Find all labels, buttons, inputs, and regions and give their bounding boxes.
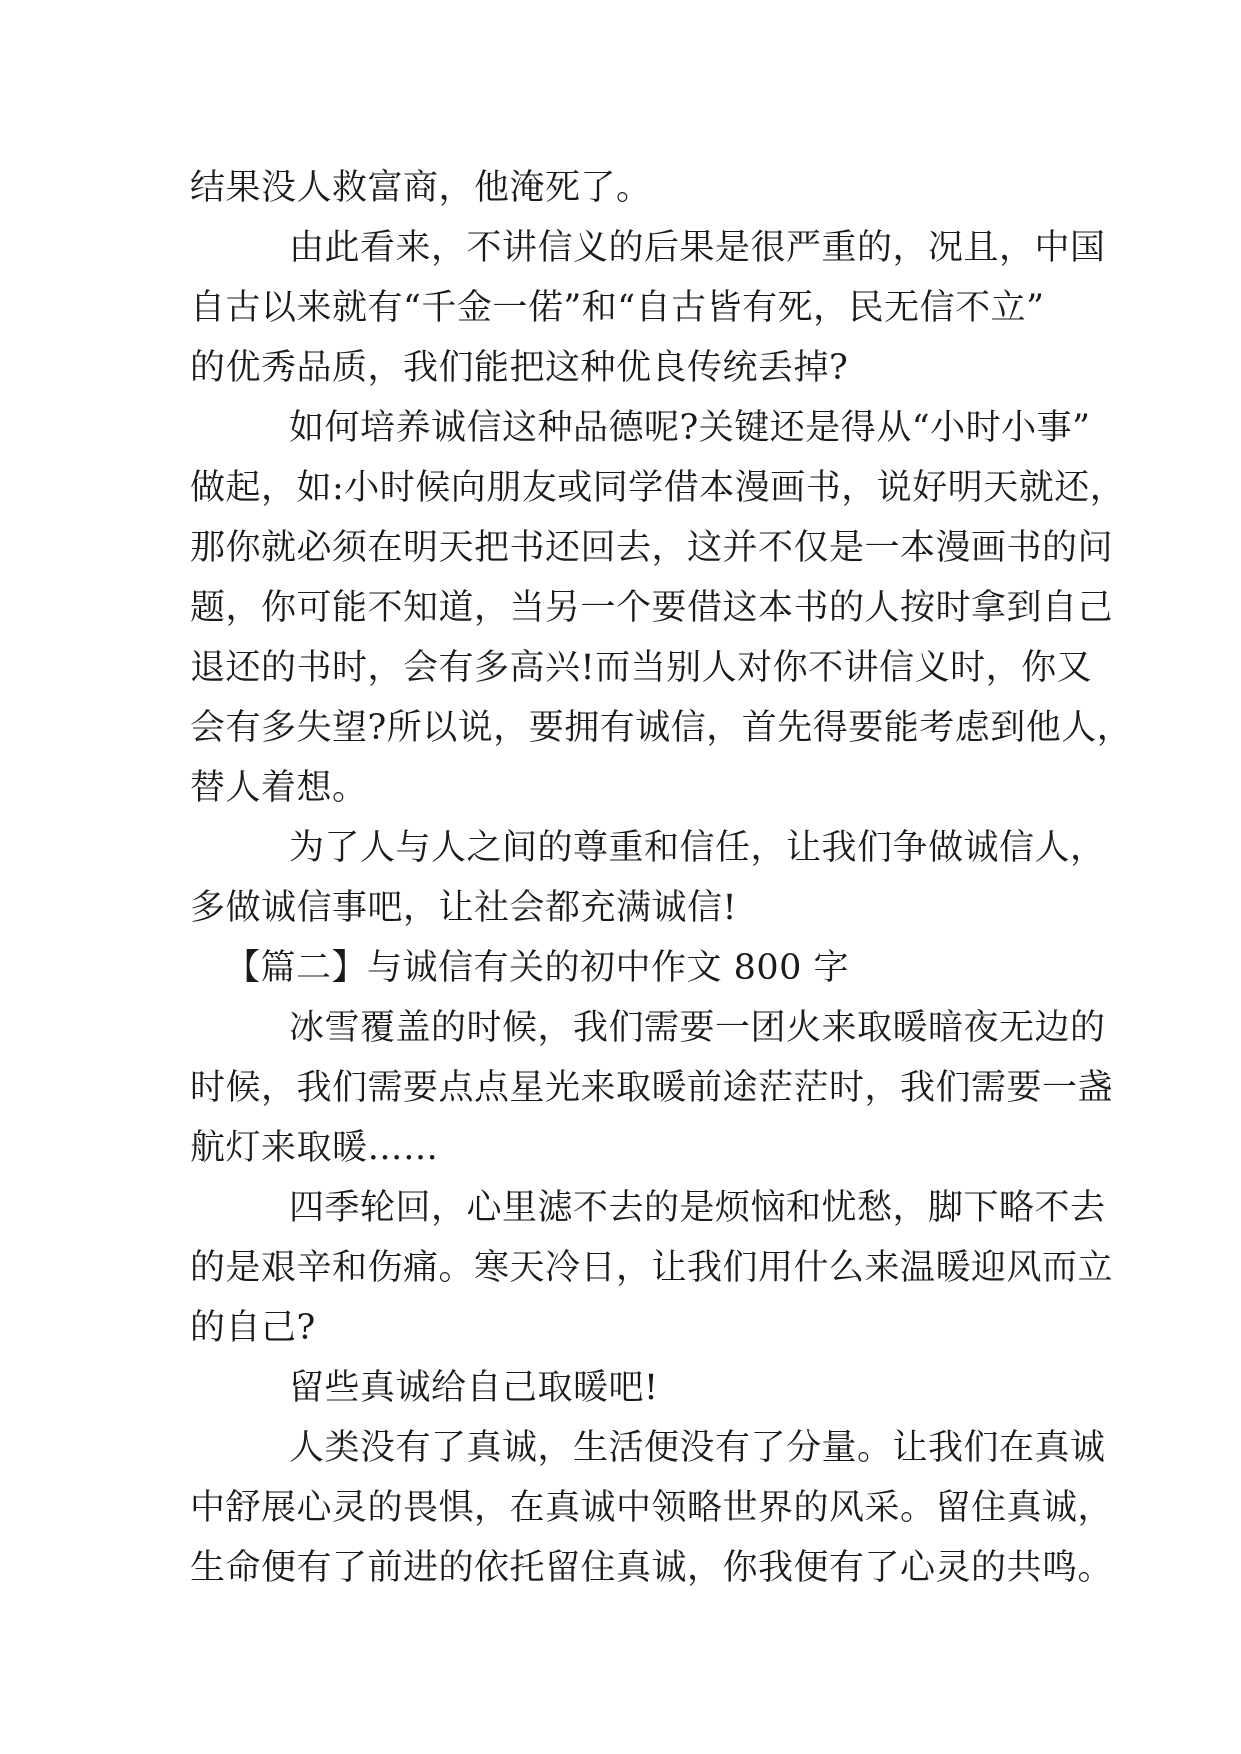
text-line: 退还的书时，会有多高兴!而当别人对你不讲信义时，你又 [190, 648, 1093, 688]
paragraph-start-line: 如何培养诚信这种品德呢?关键还是得从“小时小事” [289, 408, 1091, 448]
paragraph-start-line: 四季轮回，心里滤不去的是烦恼和忧愁，脚下略不去 [289, 1188, 1106, 1228]
paragraph-start-line: 人类没有了真诚，生活便没有了分量。让我们在真诚 [289, 1428, 1106, 1468]
paragraph-start-line: 为了人与人之间的尊重和信任，让我们争做诚信人， [289, 828, 1106, 868]
text-line: 那你就必须在明天把书还回去，这并不仅是一本漫画书的问 [190, 528, 1114, 568]
text-line: 的是艰辛和伤痛。寒天冷日，让我们用什么来温暖迎风而立 [190, 1248, 1114, 1288]
section-heading: 【篇二】与诚信有关的初中作文 800 字 [225, 948, 850, 988]
text-line: 的优秀品质，我们能把这种优良传统丢掉? [190, 348, 849, 388]
text-line: 中舒展心灵的畏惧，在真诚中领略世界的风采。留住真诚， [190, 1488, 1114, 1528]
text-line: 航灯来取暖…… [190, 1128, 439, 1168]
paragraph-start-line: 留些真诚给自己取暖吧! [289, 1368, 659, 1408]
text-line: 多做诚信事吧，让社会都充满诚信! [190, 888, 738, 928]
text-line: 自古以来就有“千金一偌”和“自古皆有死，民无信不立” [190, 288, 1045, 328]
text-line: 题，你可能不知道，当另一个要借这本书的人按时拿到自己 [190, 588, 1114, 628]
paragraph-start-line: 由此看来，不讲信义的后果是很严重的，况且，中国 [289, 228, 1106, 268]
text-line: 结果没人救富商，他淹死了。 [190, 168, 652, 208]
text-line: 时候，我们需要点点星光来取暖前途茫茫时，我们需要一盏 [190, 1068, 1114, 1108]
text-line: 生命便有了前进的依托留住真诚，你我便有了心灵的共鸣。 [190, 1548, 1114, 1588]
text-line: 的自己? [190, 1308, 316, 1348]
text-line: 做起，如:小时候向朋友或同学借本漫画书，说好明天就还， [190, 468, 1126, 508]
text-line: 会有多失望?所以说，要拥有诚信，首先得要能考虑到他人， [190, 708, 1133, 748]
text-line: 替人着想。 [190, 768, 368, 808]
paragraph-start-line: 冰雪覆盖的时候，我们需要一团火来取暖暗夜无边的 [289, 1008, 1106, 1048]
